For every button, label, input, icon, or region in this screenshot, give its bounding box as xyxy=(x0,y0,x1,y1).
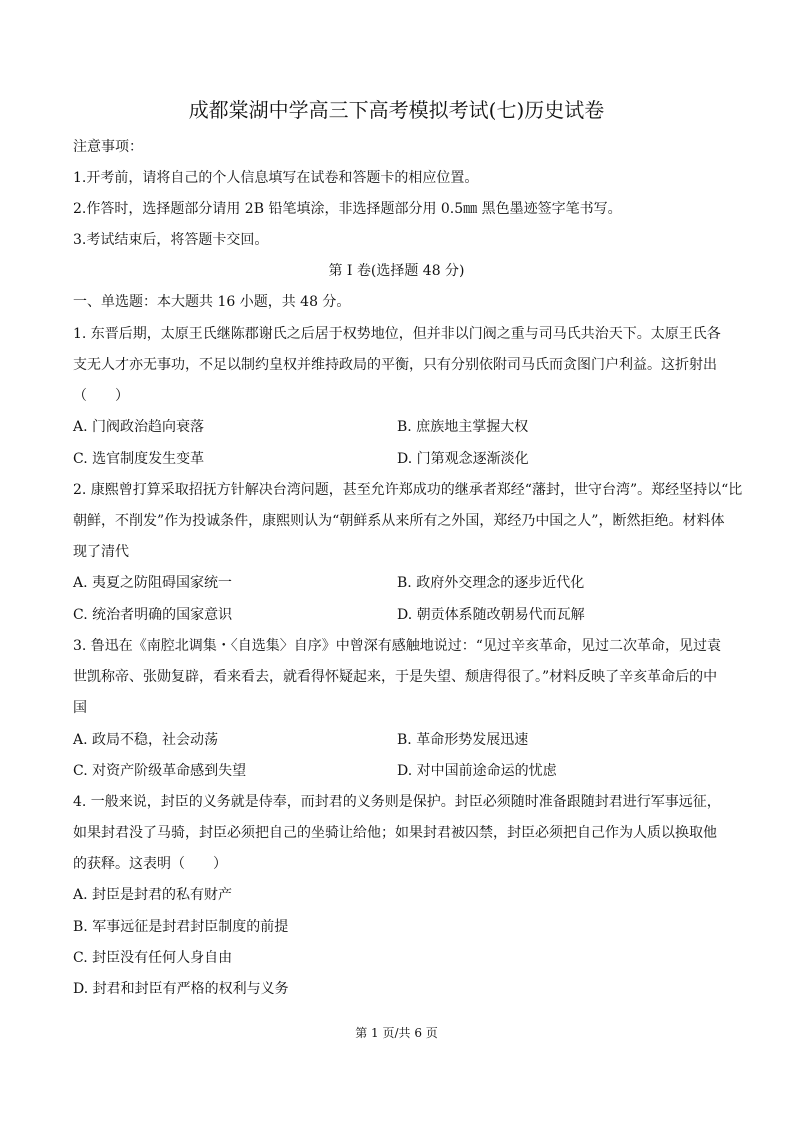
exam-title: 成都棠湖中学高三下高考模拟考试(七)历史试卷 xyxy=(188,98,605,122)
option-b: B. 庶族地主掌握大权 xyxy=(397,419,529,435)
question-text-line: 世凯称帝、张勋复辟，看来看去，就看得怀疑起来，于是失望、颓唐得很了。”材料反映了辛亥革命后的中 xyxy=(73,669,718,685)
option-d: D. 对中国前途命运的忧虑 xyxy=(397,763,557,779)
option-a: A. 封臣是封君的私有财产 xyxy=(73,887,233,903)
option-a: A. 门阀政治趋向衰落 xyxy=(73,419,205,435)
option-c: C. 封臣没有任何人身自由 xyxy=(73,950,233,966)
question-text-line: 现了清代 xyxy=(73,544,129,560)
notice-heading: 注意事项： xyxy=(73,139,143,155)
option-c: C. 对资产阶级革命感到失望 xyxy=(73,763,247,779)
notice-item-2: 2.作答时，选择题部分请用 2B 铅笔填涂，非选择题部分用 0.5㎜ 黑色墨迹签字笔书写。 xyxy=(73,201,622,217)
option-b: B. 军事远征是封君封臣制度的前提 xyxy=(73,919,289,935)
option-b: B. 革命形势发展迅速 xyxy=(397,732,529,748)
notice-item-1: 1.开考前，请将自己的个人信息填写在试卷和答题卡的相应位置。 xyxy=(73,170,479,186)
question-text-line: 3. 鲁迅在《南腔北调集・〈自选集〉自序》中曾深有感触地说过：“见过辛亥革命，见过二次革命，见过袁 xyxy=(73,638,721,654)
option-b: B. 政府外交理念的逐步近代化 xyxy=(397,575,585,591)
section-title: 第 I 卷(选择题 48 分) xyxy=(328,263,465,279)
option-d: D. 门第观念逐渐淡化 xyxy=(397,451,529,467)
option-d: D. 封君和封臣有严格的权利与义务 xyxy=(73,981,289,997)
page-number: 第 1 页/共 6 页 xyxy=(355,1026,438,1040)
option-a: A. 政局不稳，社会动荡 xyxy=(73,732,219,748)
question-text-line: 如果封君没了马骑，封臣必须把自己的坐骑让给他；如果封君被囚禁，封臣必须把自己作为人质以换取他 xyxy=(73,825,717,841)
notice-item-3: 3.考试结束后，将答题卡交回。 xyxy=(73,232,269,248)
question-text-line: 支无人才亦无事功，不足以制约皇权并维持政局的平衡，只有分别依附司马氏而贪图门户利益。这折射出 xyxy=(73,357,717,373)
question-text-line: （ ） xyxy=(73,388,129,404)
option-a: A. 夷夏之防阻碍国家统一 xyxy=(73,575,233,591)
question-text-line: 4. 一般来说，封臣的义务就是侍奉，而封君的义务则是保护。封臣必须随时准备跟随封君进行军事远征， xyxy=(73,794,721,810)
option-c: C. 选官制度发生变革 xyxy=(73,451,205,467)
option-c: C. 统治者明确的国家意识 xyxy=(73,607,233,623)
question-text-line: 国 xyxy=(73,700,87,716)
option-d: D. 朝贡体系随改朝易代而瓦解 xyxy=(397,607,585,623)
question-text-line: 2. 康熙曾打算采取招抚方针解决台湾问题，甚至允许郑成功的继承者郑经“藩封，世守台湾”。郑经坚持以“比 xyxy=(73,482,743,498)
question-text-line: 朝鲜，不削发”作为投诚条件，康熙则认为“朝鲜系从来所有之外国，郑经乃中国之人”，断然拒绝。材料体 xyxy=(73,513,725,529)
question-text-line: 1. 东晋后期，太原王氏继陈郡谢氏之后居于权势地位，但并非以门阀之重与司马氏共治天下。太原王氏各 xyxy=(73,326,721,342)
part-heading: 一、单选题：本大题共 16 小题，共 48 分。 xyxy=(73,294,351,310)
question-text-line: 的获释。这表明（ ） xyxy=(73,856,227,872)
